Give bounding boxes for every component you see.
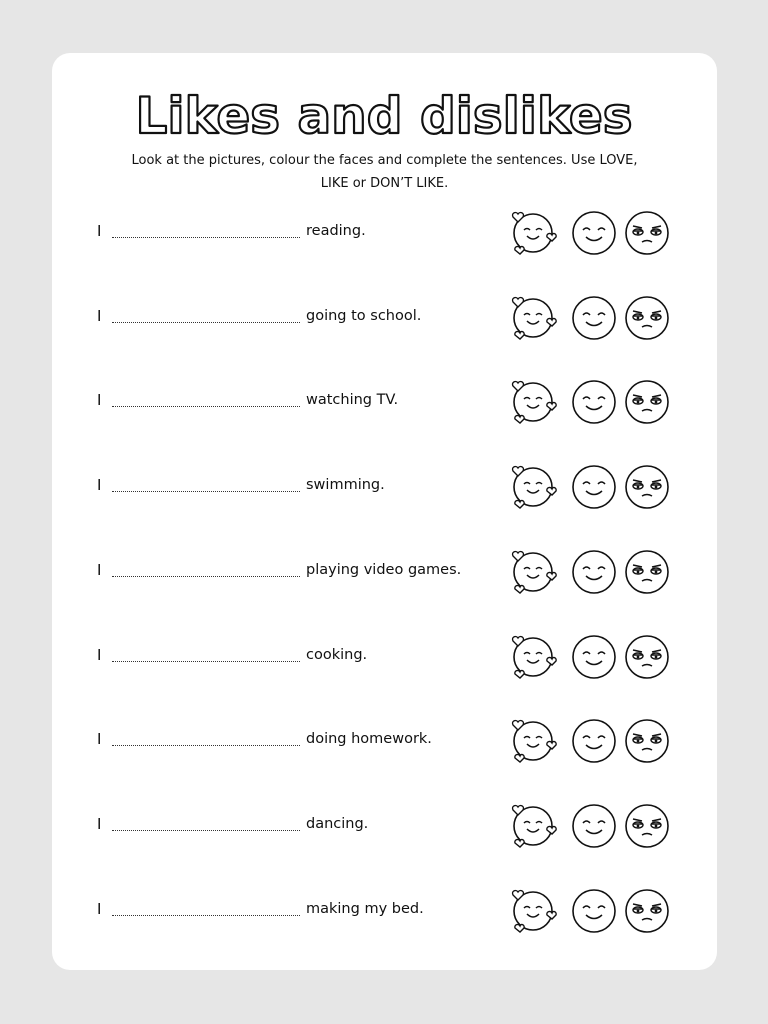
- dislike-face-icon[interactable]: [622, 886, 672, 936]
- pronoun-label: I: [97, 645, 102, 664]
- dislike-face-icon[interactable]: [622, 632, 672, 682]
- like-face-icon[interactable]: [569, 208, 619, 258]
- sentence-row: [52, 293, 717, 343]
- sentence-row: [52, 632, 717, 682]
- dislike-face-icon[interactable]: [622, 377, 672, 427]
- activity-label: doing homework.: [306, 731, 432, 748]
- activity-label: making my bed.: [306, 900, 424, 917]
- pronoun-label: I: [97, 222, 102, 240]
- activity-label: cooking.: [306, 646, 368, 663]
- answer-blank[interactable]: [112, 322, 300, 323]
- love-face-icon[interactable]: [508, 547, 558, 597]
- love-face-icon[interactable]: [508, 716, 558, 766]
- pronoun-label: I: [97, 560, 102, 579]
- sentence-row: [52, 716, 717, 766]
- activity-label: reading.: [306, 223, 366, 239]
- activity-label: going to school.: [306, 307, 422, 324]
- pronoun-label: I: [97, 730, 102, 749]
- page-title: [52, 65, 717, 155]
- like-face-icon[interactable]: [569, 716, 619, 766]
- dislike-face-icon[interactable]: [622, 462, 672, 512]
- love-face-icon[interactable]: [508, 462, 558, 512]
- answer-blank[interactable]: [112, 915, 300, 916]
- love-face-icon[interactable]: [508, 208, 558, 258]
- like-face-icon[interactable]: [569, 632, 619, 682]
- pronoun-label: I: [97, 476, 102, 495]
- activity-label: watching TV.: [306, 392, 399, 409]
- pronoun-label: I: [97, 306, 102, 325]
- instructions: [72, 149, 697, 195]
- sentence-row: [52, 377, 717, 427]
- like-face-icon[interactable]: [569, 801, 619, 851]
- dislike-face-icon[interactable]: [622, 716, 672, 766]
- like-face-icon[interactable]: [569, 293, 619, 343]
- love-face-icon[interactable]: [508, 886, 558, 936]
- activity-label: playing video games.: [306, 561, 462, 578]
- answer-blank[interactable]: [112, 830, 300, 831]
- sentence-row: [52, 208, 717, 258]
- activity-label: dancing.: [306, 815, 369, 832]
- answer-blank[interactable]: [112, 237, 300, 238]
- activity-label: swimming.: [306, 477, 385, 494]
- sentence-row: [52, 547, 717, 597]
- pronoun-label: I: [97, 391, 102, 410]
- sentence-row: [52, 886, 717, 936]
- pronoun-label: I: [97, 814, 102, 833]
- dislike-face-icon[interactable]: [622, 208, 672, 258]
- answer-blank[interactable]: [112, 406, 300, 407]
- sentence-row: [52, 801, 717, 851]
- worksheet: [52, 53, 717, 970]
- instructions-line-2: LIKE or DON’T LIKE.: [320, 176, 449, 191]
- answer-blank[interactable]: [112, 661, 300, 662]
- dislike-face-icon[interactable]: [622, 547, 672, 597]
- love-face-icon[interactable]: [508, 801, 558, 851]
- love-face-icon[interactable]: [508, 377, 558, 427]
- title-text: Likes and dislikes: [135, 87, 633, 145]
- like-face-icon[interactable]: [569, 547, 619, 597]
- answer-blank[interactable]: [112, 745, 300, 746]
- love-face-icon[interactable]: [508, 632, 558, 682]
- like-face-icon[interactable]: [569, 886, 619, 936]
- answer-blank[interactable]: [112, 576, 300, 577]
- love-face-icon[interactable]: [508, 293, 558, 343]
- answer-blank[interactable]: [112, 491, 300, 492]
- dislike-face-icon[interactable]: [622, 293, 672, 343]
- sentence-row: [52, 462, 717, 512]
- instructions-line-1: Look at the pictures, colour the faces and complete the sentences. Use LOVE,: [131, 153, 638, 168]
- dislike-face-icon[interactable]: [622, 801, 672, 851]
- pronoun-label: I: [97, 899, 102, 918]
- like-face-icon[interactable]: [569, 462, 619, 512]
- like-face-icon[interactable]: [569, 377, 619, 427]
